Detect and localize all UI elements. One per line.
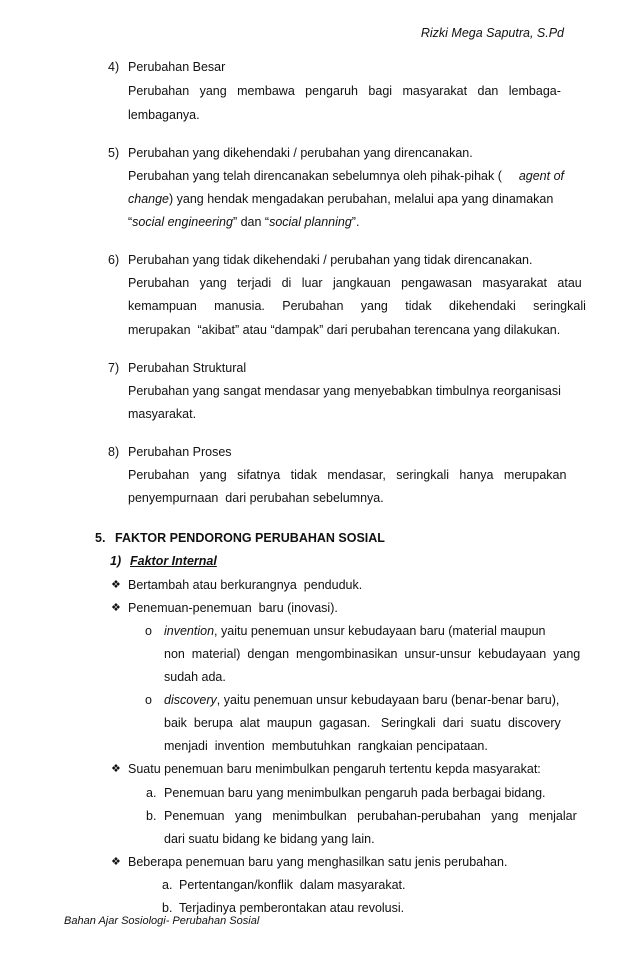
subsection-number: 1) — [110, 554, 122, 568]
circle-bullet-icon: o — [145, 624, 152, 638]
bullet-text: menjadi invention membutuhkan rangkaian pencipataan. — [164, 739, 488, 753]
bullet-text-row — [164, 693, 559, 707]
item-text-italic: social planning — [269, 215, 352, 229]
item-title: Perubahan Proses — [128, 445, 232, 459]
footer-text: Bahan Ajar Sosiologi- Perubahan Sosial — [64, 915, 260, 927]
item-title: Perubahan Struktural — [128, 361, 247, 375]
item-text-row — [128, 169, 564, 183]
item-title: Perubahan yang dikehendaki / perubahan yang direncanakan. — [128, 146, 473, 160]
item-text-italic: agent of — [518, 169, 564, 183]
list-label: a. — [146, 786, 157, 800]
bullet-text: Penemuan-penemuan baru (inovasi). — [128, 601, 338, 615]
item-text: Perubahan yang terjadi di luar jangkauan pengawasan masyarakat atau — [128, 276, 582, 290]
item-text: kemampuan manusia. Perubahan yang tidak dikehendaki seringkali — [128, 299, 586, 313]
item-text: masyarakat. — [128, 407, 197, 421]
list-text: Pertentangan/konflik dalam masyarakat. — [179, 878, 406, 892]
item-number: 4) — [108, 60, 120, 74]
item-number: 5) — [108, 146, 120, 160]
item-text-italic: discovery — [164, 693, 217, 707]
item-text: , yaitu penemuan unsur kebudayaan baru (benar-benar baru), — [216, 693, 560, 707]
list-text: Terjadinya pemberontakan atau revolusi. — [179, 901, 405, 915]
item-text: Perubahan yang sangat mendasar yang menyebabkan timbulnya reorganisasi — [128, 384, 561, 398]
bullet-text: Suatu penemuan baru menimbulkan pengaruh tertentu kepda masyarakat: — [128, 762, 541, 776]
list-text: dari suatu bidang ke bidang yang lain. — [164, 832, 375, 846]
bullet-text: sudah ada. — [164, 670, 226, 684]
item-title: Perubahan Besar — [128, 60, 226, 74]
item-title: Perubahan yang tidak dikehendaki / perubahan yang tidak direncanakan. — [128, 253, 533, 267]
bullet-text-row — [164, 624, 546, 638]
quote-mark: “ — [128, 215, 133, 229]
diamond-bullet-icon: ❖ — [111, 602, 121, 614]
item-text: lembaganya. — [128, 108, 200, 122]
item-text: , yaitu penemuan unsur kebudayaan baru (material maupun — [214, 624, 546, 638]
section-number: 5. — [95, 531, 106, 545]
item-text-italic: invention — [164, 624, 215, 638]
item-text: Perubahan yang telah direncanakan sebelumnya oleh pihak-pihak ( — [128, 169, 502, 183]
item-text: Perubahan yang sifatnya tidak mendasar, seringkali hanya merupakan — [128, 468, 567, 482]
list-label: b. — [146, 809, 157, 823]
diamond-bullet-icon: ❖ — [111, 579, 121, 591]
item-number: 6) — [108, 253, 120, 267]
item-text: penyempurnaan dari perubahan sebelumnya. — [128, 491, 384, 505]
list-label: b. — [162, 901, 173, 915]
item-text-italic: change — [128, 192, 170, 206]
item-text-italic: social engineering — [132, 215, 233, 229]
diamond-bullet-icon: ❖ — [111, 763, 121, 775]
bullet-text: baik berupa alat maupun gagasan. Seringkali dari suatu discovery — [164, 716, 561, 730]
bullet-text: non material) dengan mengombinasikan unsur-unsur kebudayaan yang — [164, 647, 581, 661]
item-text-row — [128, 192, 564, 206]
item-number: 8) — [108, 445, 120, 459]
circle-bullet-icon: o — [145, 693, 152, 707]
header-author: Rizki Mega Saputra, S.Pd — [420, 26, 564, 40]
subsection-title: Faktor Internal — [130, 554, 217, 568]
item-text: Perubahan yang membawa pengaruh bagi masyarakat dan lembaga- — [128, 84, 561, 98]
section-title: FAKTOR PENDORONG PERUBAHAN SOSIAL — [115, 531, 385, 545]
bullet-text: Beberapa penemuan baru yang menghasilkan satu jenis perubahan. — [128, 855, 508, 869]
item-text: merupakan “akibat” atau “dampak” dari perubahan terencana yang dilakukan. — [128, 323, 561, 337]
diamond-bullet-icon: ❖ — [111, 856, 121, 868]
item-text: ” dan “ — [232, 215, 270, 229]
bullet-text: Bertambah atau berkurangnya penduduk. — [128, 578, 363, 592]
list-text: Penemuan yang menimbulkan perubahan-perubahan yang menjalar — [164, 809, 577, 823]
item-text-row — [128, 215, 359, 229]
quote-mark: ”. — [351, 215, 360, 229]
list-text: Penemuan baru yang menimbulkan pengaruh pada berbagai bidang. — [164, 786, 546, 800]
list-label: a. — [162, 878, 173, 892]
item-number: 7) — [108, 361, 120, 375]
item-text: ) yang hendak mengadakan perubahan, melalui apa yang dinamakan — [169, 192, 554, 206]
